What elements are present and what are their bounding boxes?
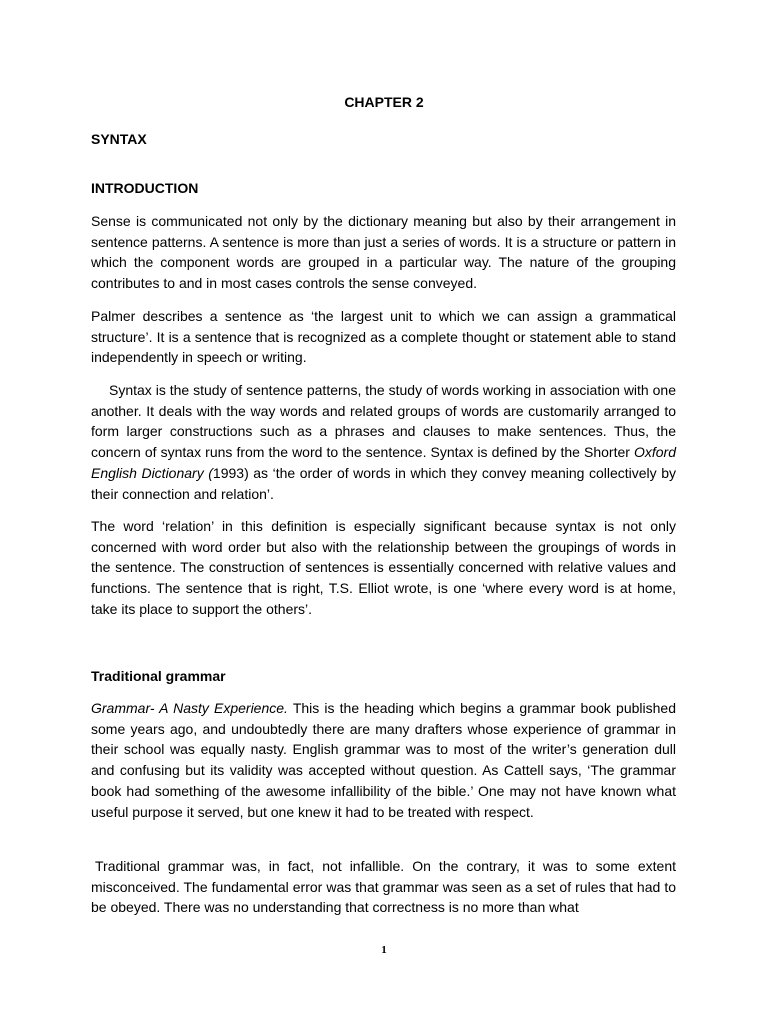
paragraph-nasty-experience: [91, 698, 676, 822]
paragraph-not-infallible: [91, 856, 676, 918]
paragraph-sense: Sense is communicated not only by the dictionary meaning but also by their arrangement in sentence patterns. A sentence is more than just a series of words. It is a structure or pattern in which the component words are grouped in a particular way. The nature of the grouping contributes to and in most cases controls the sense conveyed.: [91, 213, 676, 292]
book-heading-quote: Grammar- A Nasty Experience.: [91, 700, 288, 716]
section-heading-syntax: SYNTAX: [91, 131, 147, 147]
paragraph-syntax-text-end: 1993) as ‘the order of words in which they convey meaning collectively by their connection and relation’.: [91, 464, 677, 502]
paragraph-syntax-definition: [91, 380, 676, 504]
paragraph-palmer: Palmer describes a sentence as ‘the largest unit to which we can assign a grammatical structure’. It is a sentence that is recognized as a complete thought or statement able to stand independently in speech or writing.: [91, 308, 676, 366]
page-number: 1: [381, 944, 387, 956]
paragraph-nasty-experience-text: This is the heading which begins a grammar book published some years ago, and undoubtedly there are many drafters whose experience of grammar in their school was equally nasty. English grammar was to most of the writer’s generation dull and confusing but its validity was accepted without question. As Cattell says, ‘The grammar book had something of the awesome infallibility of the bible.’ One may not have known what useful purpose it served, but one knew it had to be treated with respect.: [91, 700, 676, 820]
paragraph-syntax-text: Syntax is the study of sentence patterns, the study of words working in association with one another. It deals with the way words and related groups of words are customarily arranged to form larger constructions such as a phrases and clauses to make sentences. Thus, the concern of syntax runs from the word to the sentence. Syntax is defined by the Shorter: [91, 382, 676, 461]
section-heading-traditional-grammar: Traditional grammar: [91, 668, 226, 684]
section-heading-introduction: INTRODUCTION: [91, 180, 199, 196]
chapter-title: CHAPTER 2: [344, 94, 424, 110]
paragraph-not-infallible-text: Traditional grammar was, in fact, not infallible. On the contrary, it was to some extent misconceived. The fundamental error was that grammar was seen as a set of rules that had to be obeyed. There was no understanding that correctness is no more than what: [91, 858, 676, 916]
dictionary-title: Oxford English Dictionary (: [91, 444, 676, 481]
paragraph-relation: The word ‘relation’ in this definition is especially significant because syntax is not only concerned with word order but also with the relationship between the groupings of words in the sentence. The construction of sentences is essentially concerned with relative values and functions. The sentence that is right, T.S. Elliot wrote, is one ‘where every word is at home, take its place to support the others’.: [91, 518, 676, 617]
